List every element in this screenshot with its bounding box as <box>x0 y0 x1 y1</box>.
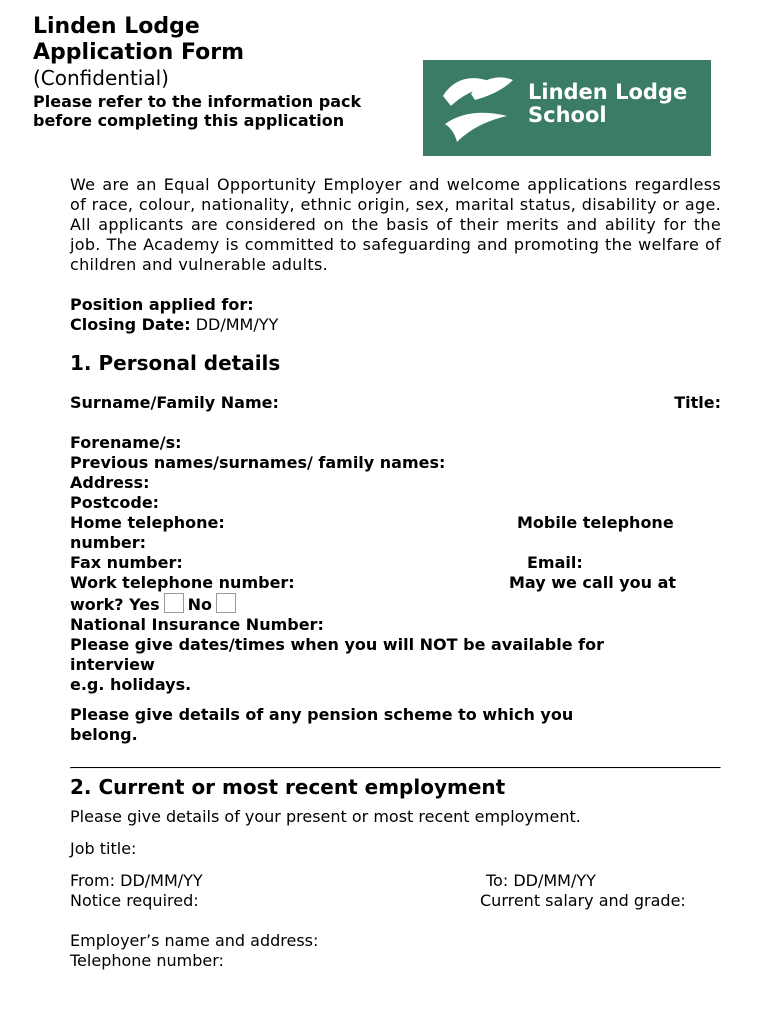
logo-text <box>528 81 687 127</box>
call-at-work-no-label: No <box>187 595 213 614</box>
closing-date-line <box>70 315 721 335</box>
to-date: To: DD/MM/YY <box>486 871 596 890</box>
work-telephone-label: Work telephone number: <box>70 573 295 592</box>
may-call-label: May we call you at <box>509 573 677 592</box>
logo-line2: School <box>528 103 607 127</box>
leaf-logo-icon <box>437 66 521 150</box>
previous-names-label: Previous names/surnames/ family names: <box>70 453 446 472</box>
form-title-line2: Application Form <box>33 40 245 65</box>
pension-question-2: belong. <box>70 725 138 744</box>
home-telephone-line <box>70 513 721 533</box>
closing-date-label: Closing Date: <box>70 315 191 334</box>
position-applied-label: Position applied for: <box>70 295 254 314</box>
pension-question-1: Please give details of any pension scheme to which you <box>70 705 574 724</box>
title-label: Title: <box>674 393 721 412</box>
employment-instruction: Please give details of your present or most recent employment. <box>70 807 581 826</box>
fax-label: Fax number: <box>70 553 183 572</box>
call-at-work-yes-label: work? Yes <box>70 595 160 614</box>
work-telephone-line <box>70 573 721 593</box>
mobile-telephone-label: Mobile telephone <box>517 513 674 532</box>
telephone-label: Telephone number: <box>70 951 224 970</box>
availability-question-2: interview <box>70 655 155 674</box>
form-header <box>33 14 393 138</box>
closing-date-value: DD/MM/YY <box>195 315 279 334</box>
availability-question-3: e.g. holidays. <box>70 675 192 694</box>
address-label: Address: <box>70 473 150 492</box>
notice-line <box>70 891 721 911</box>
form-title-line1: Linden Lodge <box>33 14 200 39</box>
employer-label: Employer’s name and address: <box>70 931 319 950</box>
confidential-label: (Confidential) <box>33 66 169 90</box>
equal-opportunity-statement: We are an Equal Opportunity Employer and welcome applications regardless of race, colour, nationality, ethnic origin, sex, marital status, disability or age. All applicants are considered on the basis of their merits and ability for the job. The Academy is committed to safeguarding and promoting the welfare of children and vulnerable adults. <box>70 175 721 274</box>
employment-heading: 2. Current or most recent employment <box>70 775 506 799</box>
fax-line <box>70 553 721 573</box>
postcode-label: Postcode: <box>70 493 160 512</box>
home-telephone-label: Home telephone: <box>70 513 225 532</box>
forenames-label: Forename/s: <box>70 433 182 452</box>
availability-question-1: Please give dates/times when you will NOT be available for <box>70 635 604 654</box>
email-label: Email: <box>527 553 583 572</box>
salary-label: Current salary and grade: <box>480 891 686 910</box>
logo-line1: Linden Lodge <box>528 80 688 104</box>
ni-number-label: National Insurance Number: <box>70 615 324 634</box>
from-date: From: DD/MM/YY <box>70 871 203 890</box>
refer-note: Please refer to the information pack before completing this application <box>33 92 362 130</box>
form-body <box>70 175 721 971</box>
personal-details-heading: 1. Personal details <box>70 351 281 375</box>
notice-label: Notice required: <box>70 891 199 910</box>
no-checkbox[interactable] <box>216 593 236 613</box>
school-logo <box>423 60 711 156</box>
surname-label: Surname/Family Name: <box>70 393 279 412</box>
yes-checkbox[interactable] <box>164 593 184 613</box>
call-at-work-line <box>70 593 721 615</box>
job-title-label: Job title: <box>70 839 137 858</box>
number-label: number: <box>70 533 147 552</box>
surname-line <box>70 393 721 413</box>
dates-line <box>70 871 721 891</box>
